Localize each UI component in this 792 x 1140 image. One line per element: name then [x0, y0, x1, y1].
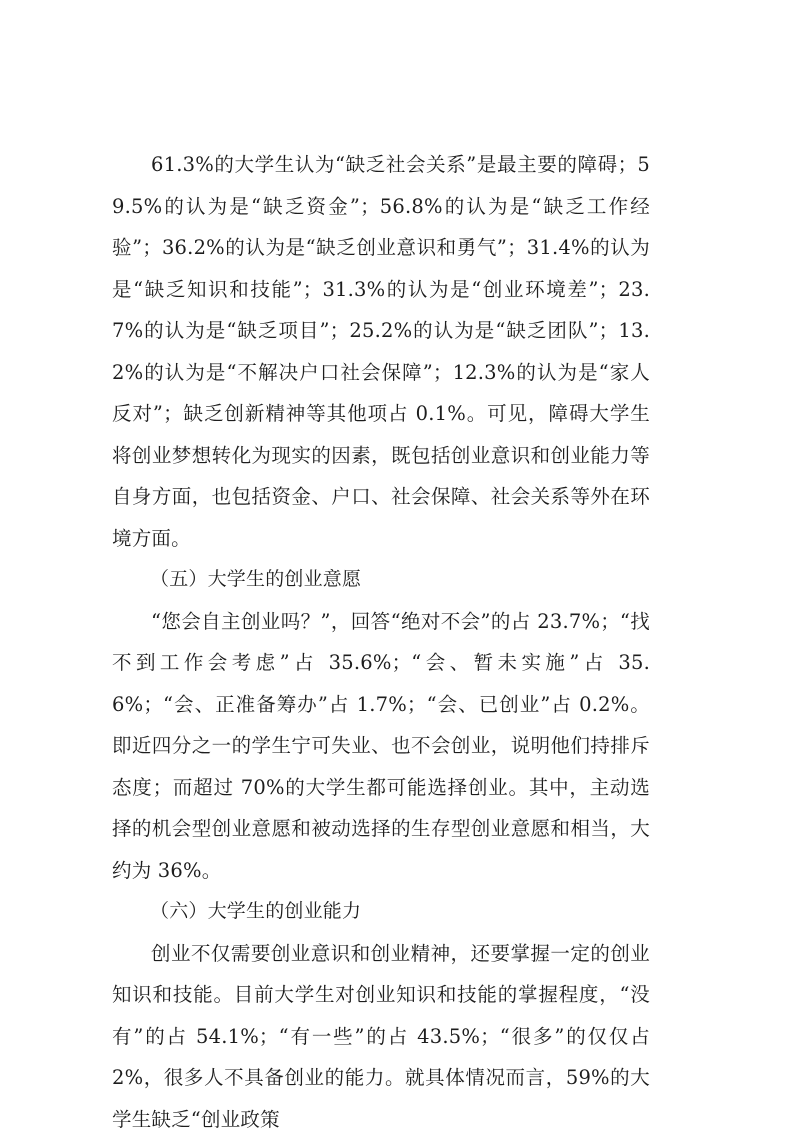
- heading-text: （六）大学生的创业能力: [112, 891, 650, 933]
- section-heading-five: [112, 559, 650, 601]
- paragraph-text: “您会自主创业吗？”，回答“绝对不会”的占 23.7%；“找不到工作会考虑”占 35.6%；“会、暂未实施”占 35.6%；“会、正准备筹办”占 1.7%；“会、已创业”占 0.2%。即近四分之一的学生宁可失业、也不会创业，说明他们持排斥态度；而超过 70%的大学生都可能选择创业。其中，主动选择的机会型创业意愿和被动选择的生存型创业意愿和相当，大约为 36%。: [112, 601, 650, 892]
- heading-text: （五）大学生的创业意愿: [112, 559, 650, 601]
- page-text-column: [112, 144, 650, 1140]
- body-paragraph-ability: [112, 933, 650, 1140]
- section-heading-six: [112, 891, 650, 933]
- paragraph-text: 61.3%的大学生认为“缺乏社会关系”是最主要的障碍；59.5%的认为是“缺乏资金”；56.8%的认为是“缺乏工作经验”；36.2%的认为是“缺乏创业意识和勇气”；31.4%的认为是“缺乏知识和技能”；31.3%的认为是“创业环境差”；23.7%的认为是“缺乏项目”；25.2%的认为是“缺乏团队”；13.2%的认为是“不解决户口社会保障”；12.3%的认为是“家人反对”；缺乏创新精神等其他项占 0.1%。可见，障碍大学生将创业梦想转化为现实的因素，既包括创业意识和创业能力等自身方面，也包括资金、户口、社会保障、社会关系等外在环境方面。: [112, 144, 650, 559]
- paragraph-text: 创业不仅需要创业意识和创业精神，还要掌握一定的创业知识和技能。目前大学生对创业知识和技能的掌握程度，“没有”的占 54.1%；“有一些”的占 43.5%；“很多”的仅仅占 2%，很多人不具备创业的能力。就具体情况而言，59%的大学生缺乏“创业政策: [112, 933, 650, 1140]
- body-paragraph-obstacles: [112, 144, 650, 559]
- body-paragraph-willingness: [112, 601, 650, 892]
